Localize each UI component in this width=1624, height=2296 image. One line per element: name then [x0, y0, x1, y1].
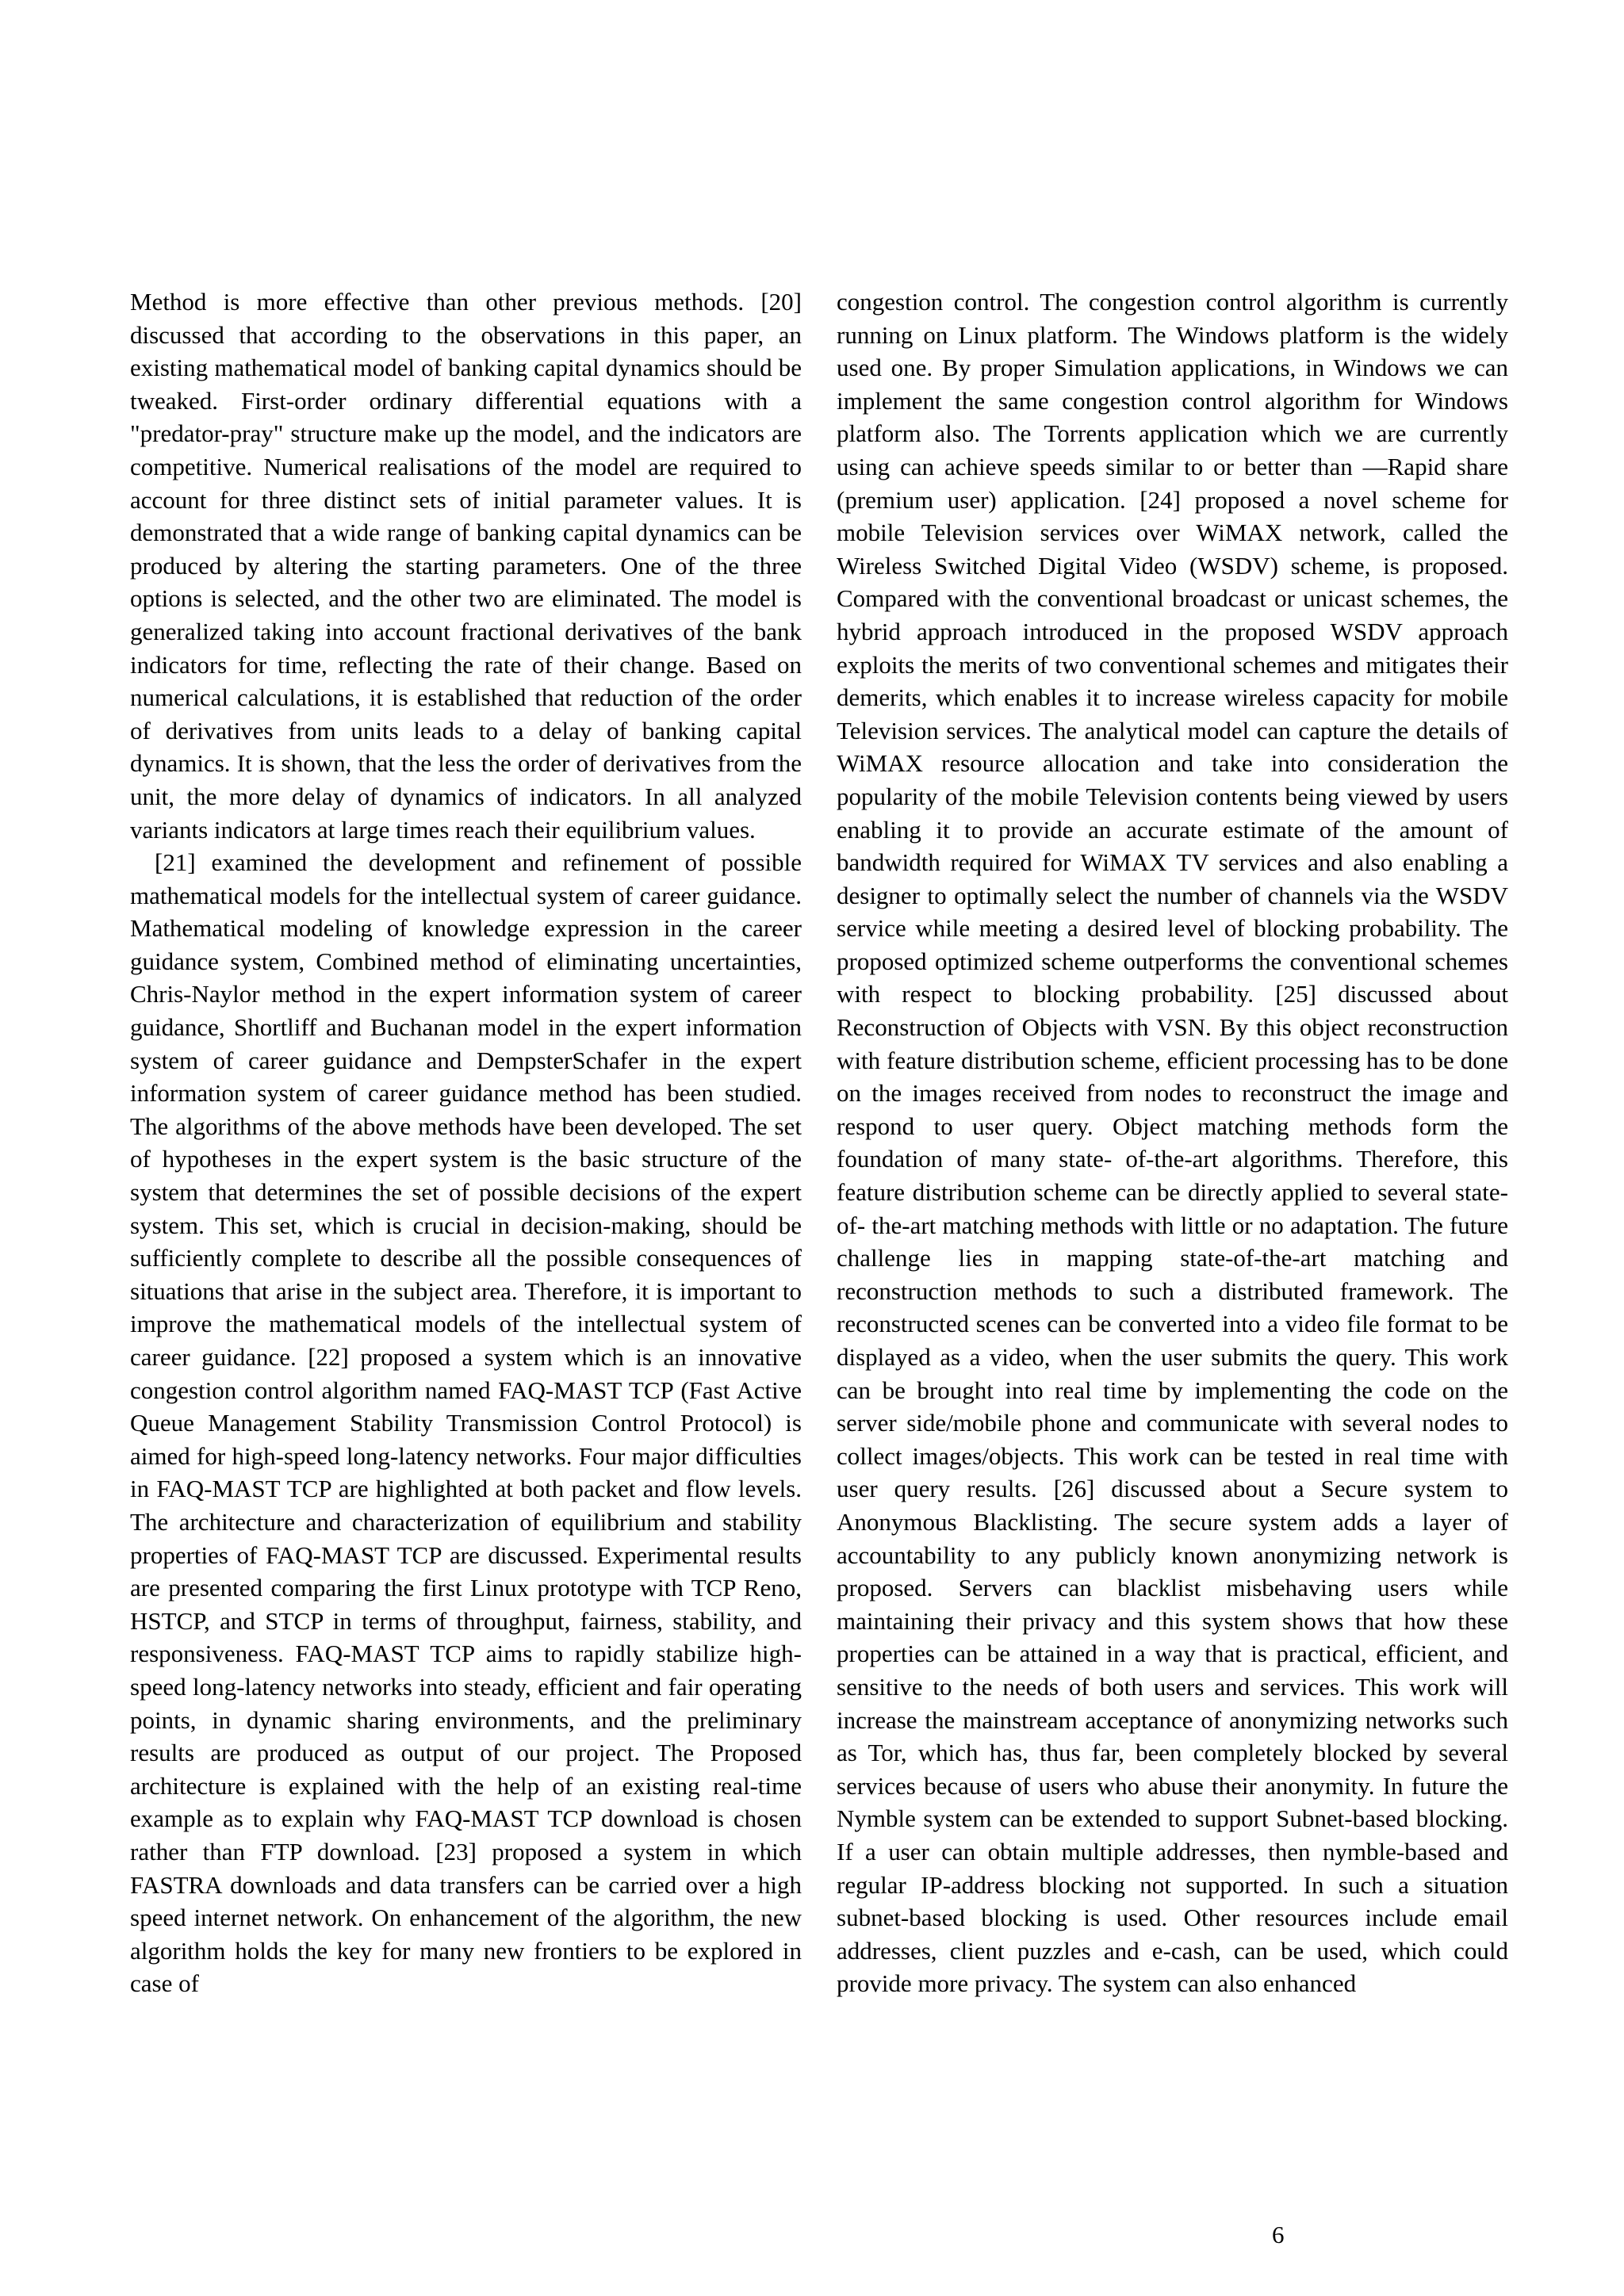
page-number: 6 [1272, 2221, 1285, 2248]
paragraph: Method is more effective than other previous methods. [20] discussed that according to the observations in this paper, an existing mathematical model of banking capital dynamics should be tweaked. First-order ordinary differential equations with a "predator-pray" structure make up the model, and the indicators are competitive. Numerical realisations of the model are required to account for three distinct sets of initial parameter values. It is demonstrated that a wide range of banking capital dynamics can be produced by altering the starting parameters. One of the three options is selected, and the other two are eliminated. The model is generalized taking into account fractional derivatives of the bank indicators for time, reflecting the rate of their change. Based on numerical calculations, it is established that reduction of the order of derivatives from units leads to a delay of banking capital dynamics. It is shown, that the less the order of derivatives from the unit, the more delay of dynamics of indicators. In all analyzed variants indicators at large times reach their equilibrium values. [130, 288, 802, 844]
left-text-column [130, 285, 802, 2000]
right-text-column [837, 285, 1508, 2000]
paragraph: [21] examined the development and refinement of possible mathematical models for the intellectual system of career guidance. Mathematical modeling of knowledge expression in the career guidance system, Combined method of eliminating uncertainties, Chris-Naylor method in the expert information system of career guidance, Shortliff and Buchanan model in the expert information system of career guidance and DempsterSchafer in the expert information system of career guidance method has been studied. The algorithms of the above methods have been developed. The set of hypotheses in the expert system is the basic structure of the system that determines the set of possible decisions of the expert system. This set, which is crucial in decision-making, should be sufficiently complete to describe all the possible consequences of situations that arise in the subject area. Therefore, it is important to improve the mathematical models of the intellectual system of career guidance. [22] proposed a system which is an innovative congestion control algorithm named FAQ-MAST TCP (Fast Active Queue Management Stability Transmission Control Protocol) is aimed for high-speed long-latency networks. Four major difficulties in FAQ-MAST TCP are highlighted at both packet and flow levels. The architecture and characterization of equilibrium and stability properties of FAQ-MAST TCP are discussed. Experimental results are presented comparing the first Linux prototype with TCP Reno, HSTCP, and STCP in terms of throughput, fairness, stability, and responsiveness. FAQ-MAST TCP aims to rapidly stabilize high-speed long-latency networks into steady, efficient and fair operating points, in dynamic sharing environments, and the preliminary results are produced as output of our project. The Proposed architecture is explained with the help of an existing real-time example as to explain why FAQ-MAST TCP download is chosen rather than FTP download. [23] proposed a system in which FASTRA downloads and data transfers can be carried over a high speed internet network. On enhancement of the algorithm, the new algorithm holds the key for many new frontiers to be explored in case of [130, 848, 802, 1998]
paragraph: congestion control. The congestion control algorithm is currently running on Linux platform. The Windows platform is the widely used one. By proper Simulation applications, in Windows we can implement the same congestion control algorithm for Windows platform also. The Torrents application which we are currently using can achieve speeds similar to or better than ―Rapid share (premium user) application. [24] proposed a novel scheme for mobile Television services over WiMAX network, called the Wireless Switched Digital Video (WSDV) scheme, is proposed. Compared with the conventional broadcast or unicast schemes, the hybrid approach introduced in the proposed WSDV approach exploits the merits of two conventional schemes and mitigates their demerits, which enables it to increase wireless capacity for mobile Television services. The analytical model can capture the details of WiMAX resource allocation and take into consideration the popularity of the mobile Television contents being viewed by users enabling it to provide an accurate estimate of the amount of bandwidth required for WiMAX TV services and also enabling a designer to optimally select the number of channels via the WSDV service while meeting a desired level of blocking probability. The proposed optimized scheme outperforms the conventional schemes with respect to blocking probability. [25] discussed about Reconstruction of Objects with VSN. By this object reconstruction with feature distribution scheme, efficient processing has to be done on the images received from nodes to reconstruct the image and respond to user query. Object matching methods form the foundation of many state- of-the-art algorithms. Therefore, this feature distribution scheme can be directly applied to several state-of- the-art matching methods with little or no adaptation. The future challenge lies in mapping state-of-the-art matching and reconstruction methods to such a distributed framework. The reconstructed scenes can be converted into a video file format to be displayed as a video, when the user submits the query. This work can be brought into real time by implementing the code on the server side/mobile phone and communicate with several nodes to collect images/objects. This work can be tested in real time with user query results. [26] discussed about a Secure system to Anonymous Blacklisting. The secure system adds a layer of accountability to any publicly known anonymizing network is proposed. Servers can blacklist misbehaving users while maintaining their privacy and this system shows that how these properties can be attained in a way that is practical, efficient, and sensitive to the needs of both users and services. This work will increase the mainstream acceptance of anonymizing networks such as Tor, which has, thus far, been completely blocked by several services because of users who abuse their anonymity. In future the Nymble system can be extended to support Subnet-based blocking. If a user can obtain multiple addresses, then nymble-based and regular IP-address blocking not supported. In such a situation subnet-based blocking is used. Other resources include email addresses, client puzzles and e-cash, can be used, which could provide more privacy. The system can also enhanced [837, 288, 1508, 1998]
